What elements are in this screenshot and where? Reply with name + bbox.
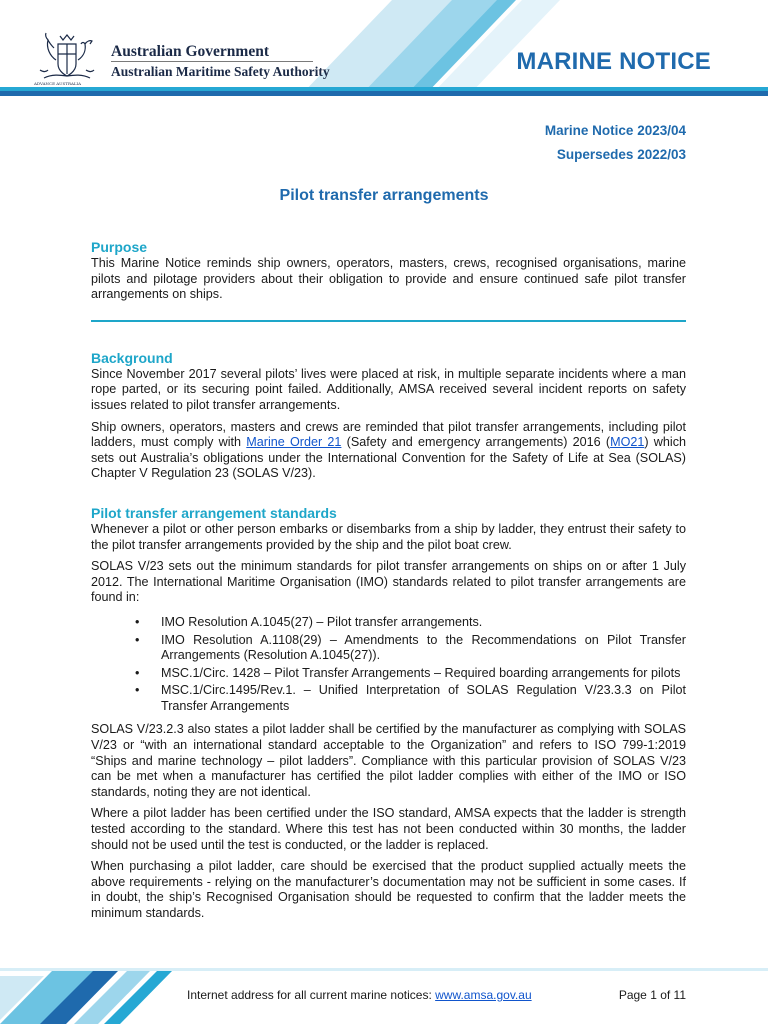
- notice-body: [91, 239, 686, 922]
- standards-paragraph-2: SOLAS V/23 sets out the minimum standards for pilot transfer arrangements on ships on or after 1 July 2012. The International Maritime Organisation (IMO) standards related to pilot transfer arrangements are found in:: [91, 559, 686, 605]
- list-item-text: IMO Resolution A.1045(27) – Pilot transfer arrangements.: [161, 614, 483, 629]
- marine-order-21-link[interactable]: Marine Order 21: [246, 435, 342, 450]
- australian-coat-of-arms-icon: [30, 30, 104, 86]
- background-heading: Background: [91, 349, 173, 366]
- standards-paragraph-1: Whenever a pilot or other person embarks or disembarks from a ship by ladder, they entrust their safety to the pilot transfer arrangements provided by the ship and the pilot boat crew.: [91, 521, 686, 552]
- footer-address: [187, 988, 532, 1002]
- standards-paragraph-4: Where a pilot ladder has been certified under the ISO standard, AMSA expects that the ladder is strength tested according to the standard. Where this test has not been conducted within 30 months, the ladder should not be used until the test is conducted, or the ladder is replaced.: [91, 806, 686, 852]
- bullet-icon: •: [135, 614, 140, 629]
- bullet-icon: •: [135, 665, 140, 680]
- standards-paragraph-3: SOLAS V/23.2.3 also states a pilot ladder shall be certified by the manufacturer as complying with SOLAS V/23 or “with an international standard acceptable to the Organization” and refers to ISO 799-1:2019 “Ships and marine technology – pilot ladders”. Compliance with this particular provision of SOLAS V/23 can be met when a manufacturer has certified the pilot ladder complies with either of the IMO or ISO standards, noting they are not identical.: [91, 722, 686, 799]
- background-text-c: ) which sets out Australia’s obligations under the International Convention for the Safety of Life at Sea (SOLAS) Chapter V Regulation 23 (SOLAS V/23).: [91, 435, 686, 481]
- header-brand-bar: [0, 91, 768, 96]
- page-header: [0, 0, 768, 96]
- list-item-text: MSC.1/Circ.1495/Rev.1. – Unified Interpretation of SOLAS Regulation V/23.3.3 on Pilot Transfer Arrangements: [161, 683, 686, 713]
- notice-number: Marine Notice 2023/04: [544, 123, 686, 138]
- background-paragraph-1: Since November 2017 several pilots’ lives were placed at risk, in multiple separate incidents where a man rope parted, or its securing point failed. Additionally, AMSA received several incident reports on safety issues related to pilot transfer arrangements.: [91, 366, 686, 412]
- section-divider: [91, 320, 686, 322]
- amsa-website-link[interactable]: www.amsa.gov.au: [435, 988, 532, 1002]
- document-type-title: MARINE NOTICE: [516, 48, 711, 75]
- page-footer: [0, 968, 768, 1024]
- list-item: [91, 683, 686, 714]
- list-item: [91, 615, 686, 631]
- government-name: Australian Government: [111, 43, 270, 60]
- purpose-paragraph: This Marine Notice reminds ship owners, operators, masters, crews, recognised organisations, marine pilots and pilotage providers about their obligation to provide and ensure continued safe pilot transfer arrangements on ships.: [91, 256, 686, 302]
- list-item-text: MSC.1/Circ. 1428 – Pilot Transfer Arrangements – Required boarding arrangements for pilots: [161, 665, 681, 680]
- page-number: Page 1 of 11: [618, 988, 686, 1002]
- imo-standards-list: [91, 615, 686, 715]
- agency-name: Australian Maritime Safety Authority: [111, 64, 330, 79]
- list-item-text: IMO Resolution A.1108(29) – Amendments to the Recommendations on Pilot Transfer Arrangements (Resolution A.1045(27)).: [161, 632, 686, 663]
- footer-address-label: Internet address for all current marine notices:: [187, 988, 436, 1002]
- standards-heading: Pilot transfer arrangement standards: [91, 504, 337, 521]
- purpose-heading: Purpose: [91, 239, 148, 255]
- list-item: [91, 633, 686, 664]
- background-paragraph-2: [91, 420, 686, 482]
- supersedes-notice: Supersedes 2022/03: [556, 147, 686, 162]
- background-text-b: (Safety and emergency arrangements) 2016 (: [341, 435, 611, 450]
- list-item: [91, 666, 686, 682]
- svg-text:ADVANCE AUSTRALIA: ADVANCE AUSTRALIA: [34, 81, 81, 86]
- background-text-a: Ship owners, operators, masters and crews are reminded that pilot transfer arrangements, including pilot ladders, must comply with: [91, 419, 686, 450]
- standards-paragraph-5: When purchasing a pilot ladder, care should be exercised that the product supplied actually meets the above requirements - relying on the manufacturer’s documentation may not be sufficient in some cases. If in doubt, the ship’s Recognised Organisation should be requested to confirm that the ladder meets the minimum standards.: [91, 859, 686, 920]
- page-title: Pilot transfer arrangements: [279, 187, 489, 204]
- mo21-link[interactable]: MO21: [610, 435, 645, 450]
- logo-divider: [111, 61, 313, 62]
- bullet-icon: •: [135, 632, 140, 647]
- bullet-icon: •: [135, 683, 140, 698]
